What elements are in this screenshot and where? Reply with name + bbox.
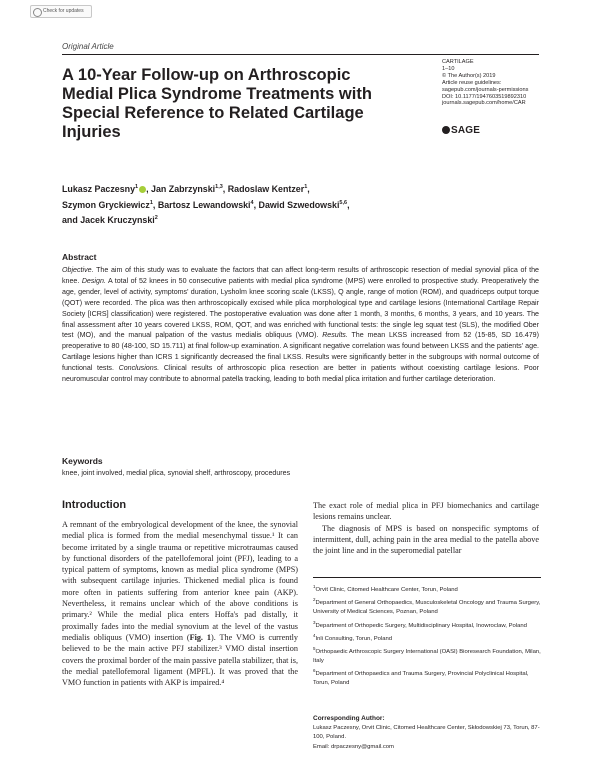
abstract-section-text: A total of 52 knees in 50 consecutive patients with medial plica syndrome (MPS) were enrolled to prospective study. Preoperatively the age, gender, level of activity, symptoms' duration, Lysholm knee scoring scale (LKSS), Q angle, range of motion (ROM), and quadriceps output torque (QOT) were recorded. The plica was then arthroscopically excised while plica morphological type and cartilage lesions (International Cartilage Repair Society [ICRS] classification) were registered. The postoperative evaluation was done after 1 month, 3 months, 6 months, 3 years, and 10 years. The final assessment after 10 years covered LKSS, ROM, QOT, and was enriched with functional tests: the single leg squat test (SLS), the modified Ober test (MO), and the manual palpation of the vastus medialis obliquus (VMO).: [62, 276, 539, 340]
figure-1-link[interactable]: Fig. 1: [189, 632, 211, 642]
abstract-section-label: Objective.: [62, 266, 94, 274]
abstract-section-label: Conclusions.: [118, 364, 160, 373]
author-affiliation-ref: 4: [250, 199, 254, 206]
affiliation-text: Department of Orthopaedics and Trauma Surgery, Provincial Polyclinical Hospital, Torun, Poland: [313, 671, 529, 687]
author-affiliation-ref: 1: [149, 199, 153, 206]
affiliation-number: 1: [313, 584, 316, 589]
abstract-section-label: Results.: [322, 331, 348, 340]
author-affiliation-ref: 5,6: [339, 199, 348, 206]
publisher-name: SAGE: [451, 125, 481, 136]
affiliation-text: Orthopaedic Arthroscopic Surgery International (OASI) Bioresearch Foundation, Milan, Italy: [313, 648, 541, 665]
affiliation-text: Inli Consulting, Torun, Poland: [315, 635, 393, 642]
affiliation-text: Department of General Orthopaedics, Musculoskeletal Oncology and Trauma Surgery, University of Medical Sciences, Poznan, Poland: [313, 600, 541, 616]
author-name: and Jacek Kruczynski: [62, 215, 155, 226]
article-type: Original Article: [62, 42, 114, 51]
affiliation-item: [313, 582, 541, 595]
intro-paragraph-2: The exact role of medial plica in PFJ biomechanics and cartilage lesions remains unclear.: [313, 501, 539, 522]
affiliation-item: [313, 618, 541, 631]
author-name: Lukasz Paczesny: [62, 183, 136, 194]
author-affiliation-ref: 1,3: [215, 184, 223, 190]
keywords-text: knee, joint involved, medial plica, synovial shelf, arthroscopy, procedures: [62, 469, 291, 477]
author-affiliation-ref: 2: [154, 215, 158, 222]
abstract-section-text: The mean LKSS increased from 52 (15-85, SD 16.479) preoperative to 80 (48-100, SD 15.711) at final follow-up examination. A significant negative correlation was found between LKSS and the patients' age. Cartilage lesions higher than ICRS 1 significantly decreased the final LKSS. Results were significantly better in the subgroups with normal outcome of functional tests.: [62, 331, 539, 373]
affiliation-text: Orvit Clinic, Citomed Healthcare Center, Torun, Poland: [315, 586, 458, 593]
update-check-icon: [33, 8, 42, 17]
doi-link[interactable]: DOI: 10.1177/1947603519892310: [442, 93, 527, 100]
reuse-label: Article reuse guidelines:: [442, 79, 502, 86]
author-list: Lukasz Paczesny$^1$ , Jan Zabrzynski$^{1,3}$, Radoslaw Kentzer$^1$, Szymon Gryckiewicz$^1$, Bartosz Lewandowski$^4$, Dawid Szwedowski$^{5,6}$, and Jacek Kruczynski$^2$: [62, 183, 350, 226]
affiliations-footnote: [313, 577, 541, 689]
affiliation-item: [313, 666, 541, 688]
check-for-updates-badge[interactable]: [30, 5, 92, 18]
journal-pages: 1–10: [442, 65, 455, 72]
abstract-heading: Abstract: [62, 252, 97, 262]
intro-paragraph-1a: A remnant of the embryological development of the knee, the synovial medial plica is formed from the medial mesenchymal tissue.¹ It can become irritated by a single trauma or repetitive microtraumas caused by functional disorders of the patellofemoral joint (PFJ), leading to a typical pattern of symptoms, known as medial plica syndrome (MPS) with subsequent cartilage injuries. Thickened medial plica is found more often in patients suffering from anterior knee pain (AKP). Nevertheless, it remains unclear which of the above conditions is primary.² While the medial plica enters Hoffa's pad distally, it proximally fades into the medial synovium at the level of the vastus medialis obliquus (VMO) insertion (: [62, 520, 298, 642]
corresponding-author: [313, 714, 541, 752]
header-rule: [62, 54, 539, 55]
affiliation-number: 3: [313, 619, 316, 625]
check-for-updates-label: Check for updates: [43, 8, 84, 14]
author-name: Dawid Szwedowski: [258, 199, 340, 210]
corresponding-author-heading: Corresponding Author:: [313, 715, 385, 722]
publisher-logo: [442, 125, 480, 136]
journal-name: CARTILAGE: [442, 59, 474, 65]
affiliation-number: 5: [313, 645, 316, 651]
sage-logo-icon: [442, 126, 450, 134]
author-affiliation-ref: 1: [135, 184, 139, 190]
abstract-section-text: The aim of this study was to evaluate the factors that can affect long-term results of arthroscopic resection of medial synovial plica of the knee.: [62, 266, 539, 285]
intro-paragraph-1b: ). The VMO is currently believed to be the main active PFJ stabilizer.³ VMO distal insertion covers the proximal border of the main passive patella stabilizer, that is, the medial patellofemoral ligament (MPFL). It was proved that the VMO function in patients with AKP is impaired.⁴: [62, 632, 298, 688]
author-name: Jan Zabrzynski: [151, 183, 216, 194]
journal-meta: [442, 59, 542, 107]
keywords-heading: Keywords: [62, 456, 103, 466]
abstract-section-label: Design.: [81, 276, 106, 285]
author-name: Bartosz Lewandowski: [157, 199, 251, 210]
author-name: Szymon Gryckiewicz: [62, 199, 150, 210]
author-name: Radoslaw Kentzer: [227, 183, 305, 194]
intro-column-right: [313, 500, 539, 556]
corresponding-author-email[interactable]: Email: drpaczesny@gmail.com: [313, 743, 394, 750]
affiliation-item: [313, 631, 541, 644]
reuse-link[interactable]: sagepub.com/journals-permissions: [442, 86, 529, 93]
corresponding-author-address: Lukasz Paczesny, Orvit Clinic, Citomed Healthcare Center, Skłodowskiej 73, Torun, 87-100, Poland.: [313, 725, 540, 741]
affiliation-item: [313, 644, 541, 666]
affiliation-number: 2: [313, 597, 316, 603]
journal-url[interactable]: journals.sagepub.com/home/CAR: [442, 100, 526, 107]
intro-paragraph-3: The diagnosis of MPS is based on nonspecific symptoms of intermittent, dull, aching pain in the area medial to the patella above the joint line and in the superomedial patellar: [313, 523, 539, 556]
affiliation-number: 4: [313, 632, 316, 638]
orcid-icon[interactable]: [139, 186, 146, 193]
introduction-heading: Introduction: [62, 499, 127, 511]
intro-column-left: [62, 519, 298, 688]
affiliation-item: [313, 595, 541, 617]
article-title: A 10-Year Follow-up on Arthroscopic Medial Plica Syndrome Treatments with Special Reference to Related Cartilage Injuries: [62, 66, 372, 141]
copyright: © The Author(s) 2019: [442, 72, 496, 79]
abstract-text: [62, 265, 539, 385]
abstract-section-text: Clinical results of arthroscopic plica resection are better in patients without coexisting cartilage lesions. Poor neuromuscular control may contribute to abnormal patella tracking, leading to both medial plica irritation and further cartilage deterioration.: [62, 364, 539, 384]
author-affiliation-ref: 1: [304, 184, 308, 190]
affiliation-number: 6: [313, 668, 316, 674]
affiliation-text: Department of Orthopedic Surgery, Multidisciplinary Hospital, Inowroclaw, Poland: [315, 622, 527, 629]
